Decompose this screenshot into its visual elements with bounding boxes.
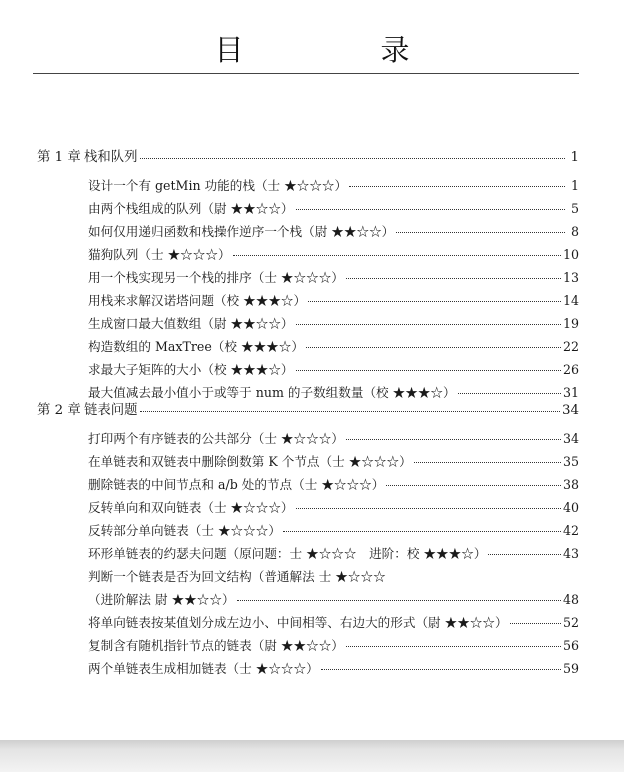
dot-leader	[488, 553, 561, 555]
entry-title: 生成窗口最大值数组（尉 ★★☆☆）	[88, 316, 294, 331]
entry-title: 用一个栈实现另一个栈的排序（士 ★☆☆☆）	[88, 270, 344, 285]
dot-leader	[296, 369, 561, 371]
dot-leader	[510, 622, 561, 624]
entry-title: 反转部分单向链表（士 ★☆☆☆）	[88, 523, 281, 538]
page-number: 1	[570, 178, 579, 193]
dot-leader	[308, 300, 561, 302]
entry-title: 猫狗队列（士 ★☆☆☆）	[88, 247, 231, 262]
dot-leader	[296, 507, 561, 509]
entry-title: 由两个栈组成的队列（尉 ★★☆☆）	[88, 201, 294, 216]
entry-title: 反转单向和双向链表（士 ★☆☆☆）	[88, 500, 294, 515]
page-number: 56	[562, 638, 579, 653]
entry-title: 求最大子矩阵的大小（校 ★★★☆）	[88, 362, 294, 377]
toc-entry[interactable]	[88, 475, 579, 495]
page-number: 14	[562, 293, 579, 308]
toc-entry[interactable]	[88, 314, 579, 334]
page-number: 19	[562, 316, 579, 331]
toc-entry[interactable]	[88, 567, 508, 587]
entry-title: 判断一个链表是否为回文结构（普通解法 士 ★☆☆☆	[88, 569, 386, 584]
dot-leader	[346, 277, 561, 279]
page-number: 42	[562, 523, 579, 538]
toc-entry[interactable]	[88, 498, 579, 518]
entry-title: 删除链表的中间节点和 a/b 处的节点（士 ★☆☆☆）	[88, 477, 385, 492]
page-number: 34	[562, 431, 579, 446]
toc-entry[interactable]	[88, 337, 579, 357]
entry-title: 打印两个有序链表的公共部分（士 ★☆☆☆）	[88, 431, 344, 446]
entry-title: 最大值减去最小值小于或等于 num 的子数组数量（校 ★★★☆）	[88, 385, 456, 400]
toc-entry[interactable]	[88, 429, 579, 449]
chapter-title: 链表问题	[84, 403, 138, 418]
page-number: 26	[562, 362, 579, 377]
toc-entry[interactable]	[88, 222, 579, 242]
dot-leader	[396, 231, 565, 233]
dot-leader	[140, 410, 560, 412]
chapter-row[interactable]	[37, 148, 579, 168]
entry-title: 环形单链表的约瑟夫问题（原问题：士 ★☆☆☆ 进阶：校 ★★★☆）	[88, 546, 487, 561]
toc-entry-continuation[interactable]	[88, 590, 579, 610]
toc-entry[interactable]	[88, 452, 579, 472]
chapter-number: 第 2 章	[37, 403, 81, 418]
toc-entry[interactable]	[88, 199, 579, 219]
dot-leader	[237, 599, 561, 601]
toc-entry[interactable]	[88, 360, 579, 380]
toc-entry[interactable]	[88, 245, 579, 265]
dot-leader	[296, 208, 565, 210]
dot-leader	[414, 461, 561, 463]
chapter-row[interactable]	[37, 401, 579, 421]
toc-entry[interactable]	[88, 659, 579, 679]
page-number: 52	[562, 615, 579, 630]
page-number: 40	[562, 500, 579, 515]
page-number: 38	[562, 477, 579, 492]
toc-entry[interactable]	[88, 268, 579, 288]
dot-leader	[140, 157, 565, 159]
page-number: 1	[570, 150, 579, 165]
dot-leader	[283, 530, 561, 532]
entry-title: 用栈来求解汉诺塔问题（校 ★★★☆）	[88, 293, 307, 308]
entry-title: 设计一个有 getMin 功能的栈（士 ★☆☆☆）	[88, 178, 348, 193]
entry-title: 在单链表和双链表中删除倒数第 K 个节点（士 ★☆☆☆）	[88, 454, 412, 469]
dot-leader	[346, 438, 561, 440]
page-number: 31	[562, 385, 579, 400]
dot-leader	[233, 254, 561, 256]
entry-title: （进阶解法 尉 ★★☆☆）	[88, 592, 235, 607]
dot-leader	[321, 668, 561, 670]
page-number: 43	[562, 546, 579, 561]
entry-title: 两个单链表生成相加链表（士 ★☆☆☆）	[88, 661, 319, 676]
dot-leader	[349, 185, 565, 187]
page-number: 59	[562, 661, 579, 676]
title-divider	[33, 73, 579, 74]
toc-entry[interactable]	[88, 636, 579, 656]
page-number: 10	[562, 247, 579, 262]
dot-leader	[306, 346, 561, 348]
page-number: 5	[570, 201, 579, 216]
page-number: 13	[562, 270, 579, 285]
dot-leader	[386, 484, 561, 486]
page-number: 22	[562, 339, 579, 354]
page-bottom-edge	[0, 740, 624, 772]
page-number: 8	[570, 224, 579, 239]
page-number: 35	[562, 454, 579, 469]
page-number: 34	[561, 403, 579, 418]
dot-leader	[296, 323, 561, 325]
toc-entry[interactable]	[88, 544, 579, 564]
toc-entry[interactable]	[88, 521, 579, 541]
entry-title: 构造数组的 MaxTree（校 ★★★☆）	[88, 339, 304, 354]
toc-entry[interactable]	[88, 291, 579, 311]
entry-title: 复制含有随机指针节点的链表（尉 ★★☆☆）	[88, 638, 344, 653]
entry-title: 如何仅用递归函数和栈操作逆序一个栈（尉 ★★☆☆）	[88, 224, 395, 239]
chapter-number: 第 1 章	[37, 150, 81, 165]
entry-title: 将单向链表按某值划分成左边小、中间相等、右边大的形式（尉 ★★☆☆）	[88, 615, 508, 630]
toc-entry[interactable]	[88, 613, 579, 633]
toc-entry[interactable]	[88, 176, 579, 196]
chapter-title: 栈和队列	[84, 150, 138, 165]
dot-leader	[458, 392, 561, 394]
toc-title: 目 录	[214, 33, 464, 67]
dot-leader	[346, 645, 561, 647]
toc-entry[interactable]	[88, 383, 579, 403]
page-number: 48	[562, 592, 579, 607]
